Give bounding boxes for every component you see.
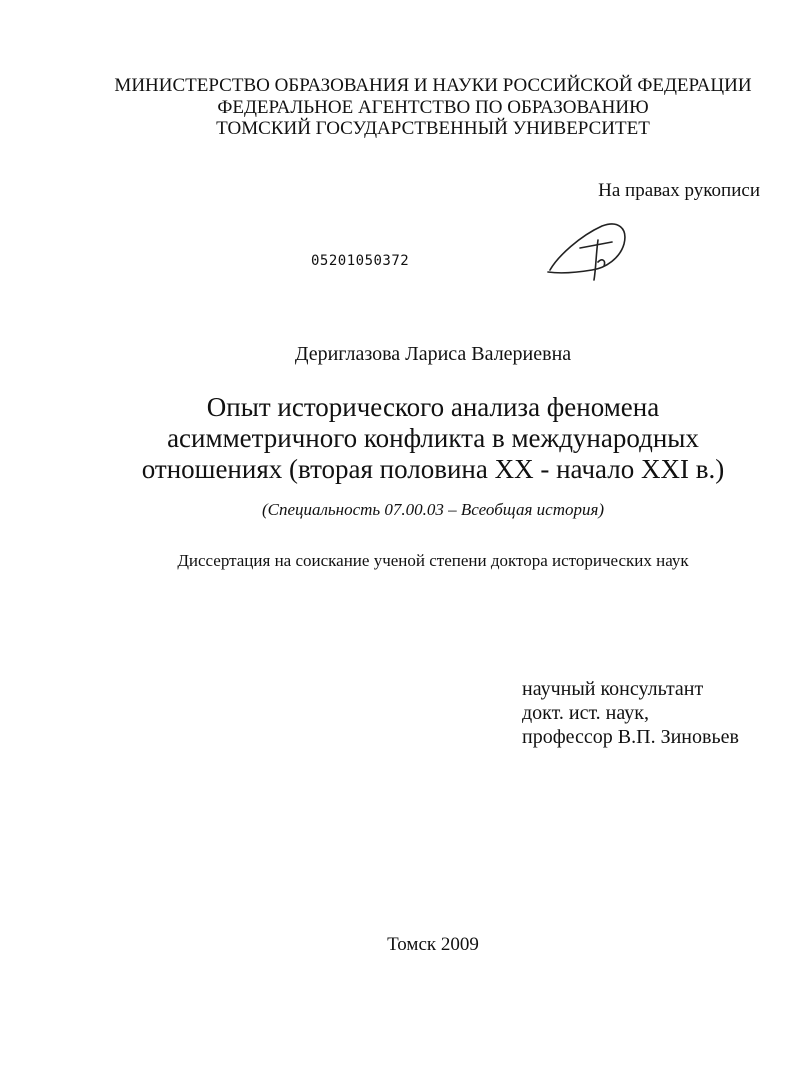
catalog-number: 05201050372 — [311, 253, 410, 269]
dissertation-degree: Диссертация на соискание ученой степени доктора исторических наук — [177, 551, 689, 570]
thesis-title-line-3: отношениях (вторая половина XX - начало XXI в.) — [141, 454, 725, 484]
consultant-degree: докт. ист. наук, — [522, 702, 649, 724]
ministry-heading: МИНИСТЕРСТВО ОБРАЗОВАНИЯ И НАУКИ РОССИЙСКОЙ ФЕДЕРАЦИИ — [114, 75, 752, 96]
consultant-role: научный консультант — [522, 678, 704, 700]
consultant-block — [522, 677, 739, 749]
thesis-title-line-1: Опыт исторического анализа феномена — [206, 392, 660, 422]
signature — [540, 218, 640, 284]
specialty: (Специальность 07.00.03 – Всеобщая история) — [261, 500, 605, 519]
author-name: Дериглазова Лариса Валериевна — [294, 343, 572, 365]
place-year: Томск 2009 — [387, 934, 479, 955]
agency-heading: ФЕДЕРАЛЬНОЕ АГЕНТСТВО ПО ОБРАЗОВАНИЮ — [217, 97, 649, 118]
university-heading: ТОМСКИЙ ГОСУДАРСТВЕННЫЙ УНИВЕРСИТЕТ — [216, 118, 650, 139]
consultant-name: профессор В.П. Зиновьев — [522, 726, 739, 748]
thesis-title-line-2: асимметричного конфликта в международных — [167, 423, 699, 453]
manuscript-note: На правах рукописи — [598, 180, 760, 201]
